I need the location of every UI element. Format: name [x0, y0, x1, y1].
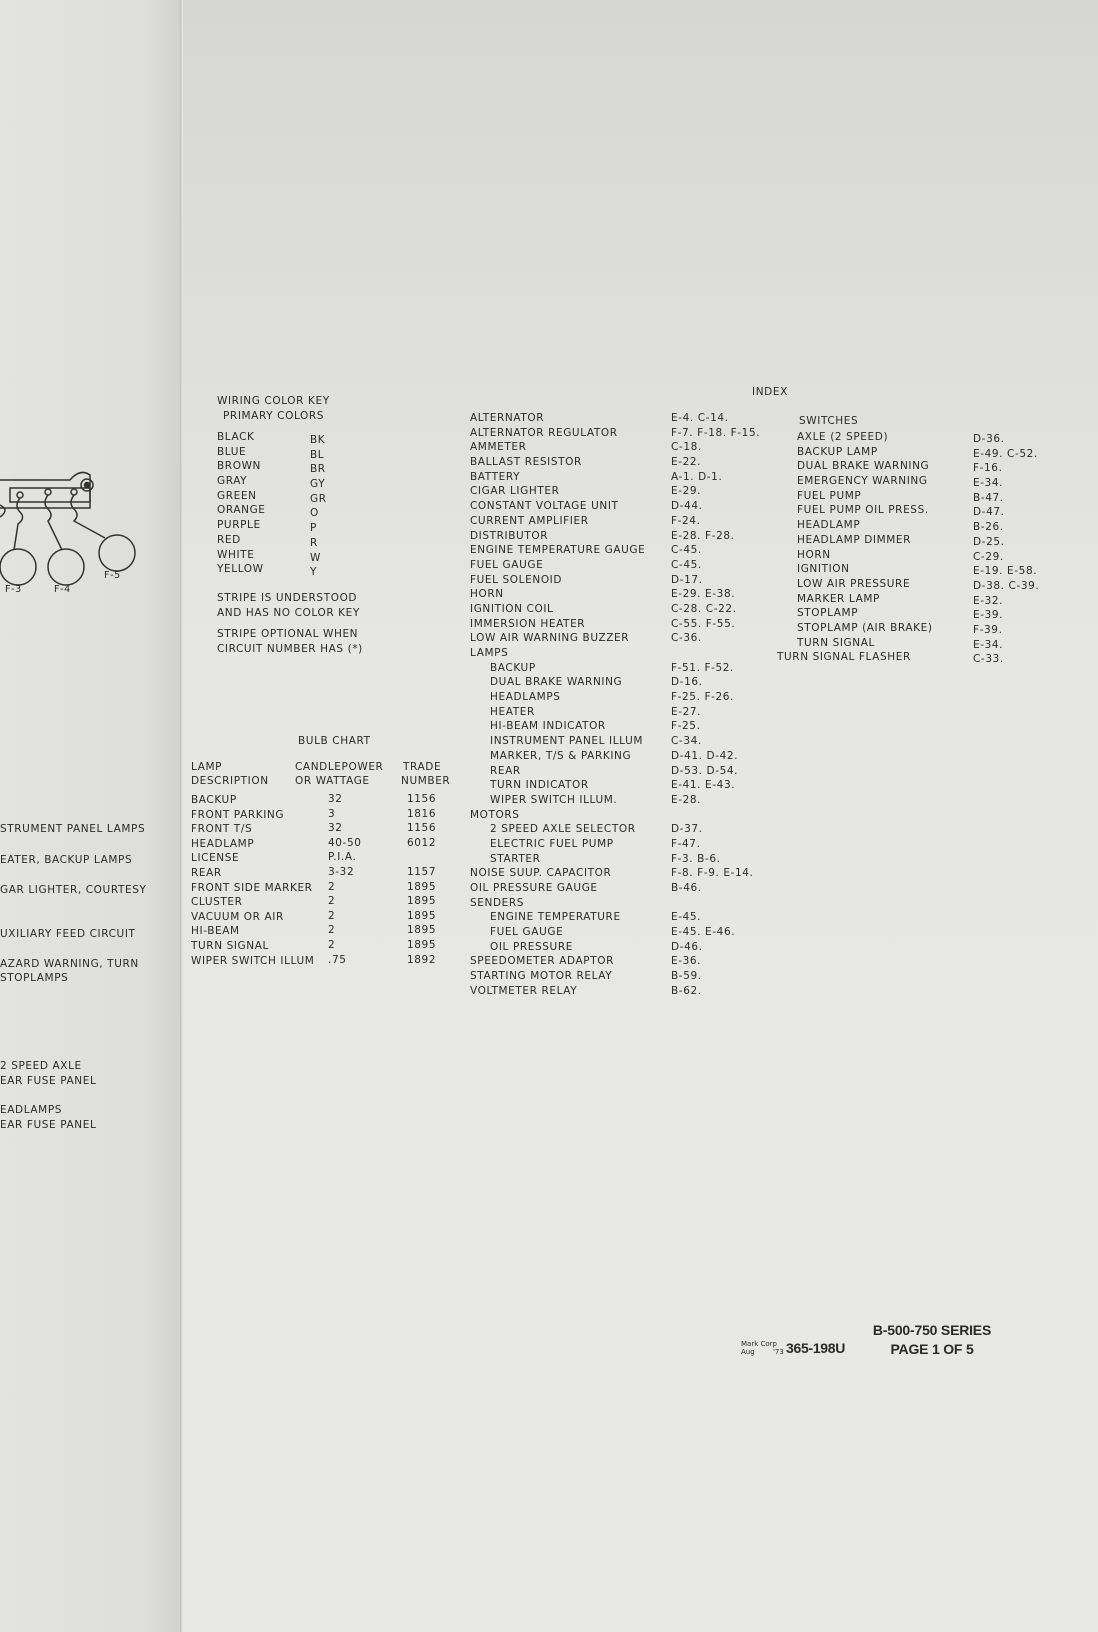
index-entry: REAR	[490, 764, 521, 777]
index-entry: OIL PRESSURE	[490, 940, 573, 953]
wiring-color-code: O	[310, 507, 319, 520]
bulb-trade-number: 1892	[407, 953, 437, 966]
index-entry: HORN	[470, 588, 504, 601]
index-entry-ref: E-29.	[671, 485, 702, 498]
switch-entry: BACKUP LAMP	[797, 445, 878, 458]
index-entry-ref: C-34.	[671, 735, 702, 748]
index-entry-ref: D-46.	[671, 940, 703, 953]
wiring-color-code: BL	[310, 448, 325, 461]
wiring-color-code: Y	[310, 566, 318, 579]
bulb-trade-number: 1895	[407, 909, 437, 922]
bulb-lamp-description: REAR	[191, 866, 222, 879]
index-entry: ALTERNATOR REGULATOR	[470, 426, 618, 439]
left-label-rear-fuse-2: EAR FUSE PANEL	[0, 1119, 97, 1131]
index-entry-ref: B-62.	[671, 984, 702, 997]
bulb-chart-title: BULB CHART	[298, 735, 371, 747]
left-label-heater: EATER, BACKUP LAMPS	[0, 854, 133, 866]
wiring-color-code: GY	[310, 478, 326, 491]
index-entry: DISTRIBUTOR	[470, 529, 549, 542]
fuse-lead-4	[45, 495, 62, 550]
switch-entry-ref: B-26.	[973, 521, 1004, 534]
fuse-block-terminal-inner	[85, 483, 90, 488]
wiring-color-name: GRAY	[217, 475, 248, 488]
switch-entry: HEADLAMP	[797, 519, 861, 532]
switch-entry: HORN	[797, 548, 831, 561]
bulb-trade-number: 1156	[407, 822, 437, 835]
page-label: PAGE 1 OF 5	[890, 1341, 974, 1357]
bulb-candlepower: 2	[328, 909, 336, 922]
bulb-trade-number: 6012	[407, 836, 437, 849]
index-entry-ref: D-16.	[671, 676, 703, 689]
index-entry-ref: B-46.	[671, 882, 702, 894]
bulb-header-trade-2: NUMBER	[401, 775, 451, 787]
fuse-lead-3	[14, 498, 23, 550]
left-fold-panel	[0, 0, 180, 1632]
left-label-stoplamps: STOPLAMPS	[0, 972, 69, 984]
switch-entry: STOPLAMP (AIR BRAKE)	[797, 621, 933, 634]
bulb-candlepower: P.I.A.	[328, 851, 357, 864]
bulb-candlepower: 32	[328, 793, 343, 805]
index-entry-ref: E-29. E-38.	[671, 588, 736, 601]
wiring-color-name: RED	[217, 533, 241, 546]
bulb-header-lamp-1: LAMP	[191, 761, 223, 773]
bulb-trade-column	[407, 792, 436, 967]
bulb-lamp-description: BACKUP	[191, 794, 237, 806]
bulb-lamp-description: FRONT T/S	[191, 823, 253, 836]
index-entry: LOW AIR WARNING BUZZER	[470, 632, 630, 645]
index-entry-ref: E-27.	[671, 705, 702, 718]
maker-year: '73	[773, 1348, 784, 1356]
fuse-circle-f5	[99, 535, 135, 571]
wiring-key-title: WIRING COLOR KEY	[217, 395, 330, 407]
wiring-color-name: YELLOW	[217, 563, 264, 576]
switches-header: SWITCHES	[799, 415, 859, 427]
switch-entry-ref: E-49. C-52.	[973, 447, 1038, 460]
part-number: 365-198U	[786, 1340, 846, 1356]
index-entry: FUEL GAUGE	[470, 558, 544, 571]
wiring-color-name: GREEN	[217, 489, 257, 502]
bulb-candlepower: 2	[328, 895, 336, 908]
index-entry: DUAL BRAKE WARNING	[490, 676, 623, 689]
bulb-candlepower: 2	[328, 924, 336, 937]
index-entry: CURRENT AMPLIFIER	[470, 514, 589, 527]
index-entry: IGNITION COIL	[470, 602, 554, 615]
index-entry: FUEL GAUGE	[490, 926, 564, 939]
index-entry: CONSTANT VOLTAGE UNIT	[470, 500, 619, 513]
index-entry-ref	[671, 646, 760, 661]
left-label-cigar: GAR LIGHTER, COURTESY	[0, 884, 147, 896]
maker-line-1: Mark Corp	[741, 1340, 777, 1348]
bulb-lamp-description: HI-BEAM	[191, 925, 240, 938]
fuse-lead-left	[0, 505, 5, 517]
fuse-contact-1	[17, 492, 23, 498]
index-entry: VOLTMETER RELAY	[470, 984, 578, 997]
index-entry-ref	[671, 896, 760, 911]
index-entry-ref: C-36.	[671, 632, 702, 645]
index-entry: FUEL SOLENOID	[470, 573, 563, 586]
switch-entry-ref: C-29.	[973, 550, 1004, 563]
switch-entry-ref: F-16.	[973, 462, 1003, 475]
bulb-candlepower: 40-50	[328, 836, 362, 849]
index-entry-ref: F-3. B-6.	[671, 852, 721, 865]
left-label-auxiliary: UXILIARY FEED CIRCUIT	[0, 928, 136, 940]
switch-entry-ref: D-36.	[973, 433, 1005, 445]
wiring-color-code: BR	[310, 463, 326, 476]
bulb-lamp-description: VACUUM OR AIR	[191, 910, 284, 923]
left-label-instrument: STRUMENT PANEL LAMPS	[0, 823, 146, 835]
index-entry-ref: E-22.	[671, 456, 702, 469]
index-entry-ref	[671, 808, 760, 823]
index-entry: NOISE SUUP. CAPACITOR	[470, 867, 612, 880]
switch-entry: IGNITION	[797, 563, 850, 576]
wiring-color-name: WHITE	[217, 548, 255, 561]
switch-entry-ref: E-32.	[973, 594, 1004, 607]
maker-line-2: Aug	[741, 1348, 755, 1356]
switch-entry-ref: E-39.	[973, 609, 1004, 622]
index-entry-ref: D-53. D-54.	[671, 764, 739, 777]
index-entry-ref: F-25.	[671, 720, 701, 733]
index-entry-ref: C-55. F-55.	[671, 617, 736, 630]
index-entry-ref: E-41. E-43.	[671, 779, 736, 792]
switch-entry: AXLE (2 SPEED)	[797, 431, 889, 443]
bulb-trade-number: 1895	[407, 895, 437, 908]
switch-entry: DUAL BRAKE WARNING	[797, 460, 930, 473]
switch-entry: TURN SIGNAL	[797, 636, 875, 649]
index-entry: 2 SPEED AXLE SELECTOR	[490, 823, 636, 836]
index-entry-ref: D-41. D-42.	[671, 749, 739, 762]
index-entry: HEADLAMPS	[490, 691, 561, 704]
index-entry: AMMETER	[470, 441, 527, 454]
wiring-note-1-line-1: STRIPE IS UNDERSTOOD	[217, 592, 358, 604]
switch-entry-ref: E-34.	[973, 477, 1004, 490]
switch-entry-ref: B-47.	[973, 491, 1004, 504]
index-entry: SPEEDOMETER ADAPTOR	[470, 955, 614, 968]
switch-entry-ref: F-39.	[973, 623, 1003, 636]
switch-entry: HEADLAMP DIMMER	[797, 533, 912, 546]
index-entry: BACKUP	[490, 661, 536, 674]
switch-entry: FUEL PUMP	[797, 489, 862, 502]
bulb-cp-column	[328, 792, 362, 967]
bulb-candlepower: .75	[328, 953, 347, 966]
index-column-2	[777, 430, 933, 665]
index-entry-ref: C-45.	[671, 558, 702, 571]
index-entry-ref: F-7. F-18. F-15.	[671, 426, 761, 439]
wiring-color-name: BROWN	[217, 460, 262, 473]
index-entry: WIPER SWITCH ILLUM.	[490, 793, 618, 806]
wiring-color-name: BLUE	[217, 445, 247, 458]
index-entry-ref: F-24.	[671, 514, 701, 527]
index-entry: HI-BEAM INDICATOR	[490, 720, 606, 733]
bulb-header-lamp-2: DESCRIPTION	[191, 775, 269, 787]
fuse-label-f5: F-5	[104, 570, 121, 581]
bulb-lamp-description: CLUSTER	[191, 896, 243, 909]
index-entry: MOTORS	[470, 808, 520, 821]
bulb-trade-number	[407, 850, 436, 865]
bulb-lamp-description: FRONT PARKING	[191, 808, 285, 821]
wiring-note-2-line-2: CIRCUIT NUMBER HAS (*)	[217, 643, 363, 655]
bulb-lamp-description: LICENSE	[191, 852, 240, 865]
index-entry: ENGINE TEMPERATURE GAUGE	[470, 544, 646, 557]
index-column-1-refs	[671, 411, 760, 999]
left-label-headlamps: EADLAMPS	[0, 1104, 63, 1116]
wiring-note-2-line-1: STRIPE OPTIONAL WHEN	[217, 628, 359, 640]
wiring-color-code: W	[310, 551, 321, 564]
index-entry-ref: E-45. E-46.	[671, 926, 736, 939]
bulb-trade-number: 1895	[407, 938, 437, 951]
left-label-hazard: AZARD WARNING, TURN	[0, 958, 139, 970]
index-entry: MARKER, T/S & PARKING	[490, 749, 632, 762]
index-entry: CIGAR LIGHTER	[470, 485, 560, 498]
index-entry: OIL PRESSURE GAUGE	[470, 882, 598, 894]
switch-entry-ref: E-34.	[973, 638, 1004, 651]
index-entry-ref: E-36.	[671, 955, 702, 968]
bulb-lamp-description: FRONT SIDE MARKER	[191, 881, 313, 894]
index-entry-ref: E-45.	[671, 911, 702, 924]
bulb-candlepower: 32	[328, 822, 343, 835]
bulb-trade-number: 1895	[407, 880, 437, 893]
bulb-lamp-description: HEADLAMP	[191, 837, 255, 850]
bulb-lamp-description: WIPER SWITCH ILLUM	[191, 954, 315, 967]
bulb-candlepower: 3-32	[328, 865, 355, 878]
index-entry: ELECTRIC FUEL PUMP	[490, 837, 614, 850]
index-entry-ref: B-59.	[671, 970, 702, 983]
index-entry: BATTERY	[470, 470, 521, 483]
bulb-lamp-description: TURN SIGNAL	[191, 939, 269, 952]
fuse-label-f4: F-4	[54, 584, 71, 595]
bulb-trade-number: 1816	[407, 807, 437, 820]
switch-entry: MARKER LAMP	[797, 592, 880, 605]
bulb-candlepower: 2	[328, 880, 336, 893]
index-entry-ref: F-47.	[671, 837, 701, 850]
index-column-1	[470, 411, 645, 999]
fuse-contact-2	[45, 489, 51, 495]
wiring-note-1-line-2: AND HAS NO COLOR KEY	[217, 607, 360, 619]
index-entry-ref: C-28. C-22.	[671, 602, 737, 615]
index-entry-ref: D-44.	[671, 500, 703, 513]
index-entry-ref: F-8. F-9. E-14.	[671, 867, 754, 880]
index-column-2-refs	[973, 432, 1039, 667]
bulb-trade-number: 1895	[407, 924, 437, 937]
wiring-key-subtitle: PRIMARY COLORS	[223, 410, 325, 422]
index-entry-ref: E-28.	[671, 793, 702, 806]
switch-entry: TURN SIGNAL FLASHER	[777, 651, 911, 664]
wiring-key-names	[217, 430, 266, 577]
index-entry: STARTING MOTOR RELAY	[470, 970, 613, 983]
fuse-label-f3: F-3	[5, 584, 22, 595]
switch-entry-ref: E-19. E-58.	[973, 565, 1038, 578]
wiring-color-code: BK	[310, 434, 326, 446]
index-entry-ref: E-28. F-28.	[671, 529, 735, 542]
index-entry: ALTERNATOR	[470, 412, 545, 424]
index-entry-ref: C-45.	[671, 544, 702, 557]
index-entry: IMMERSION HEATER	[470, 617, 586, 630]
index-entry: INSTRUMENT PANEL ILLUM	[490, 735, 644, 748]
switch-entry-ref: D-47.	[973, 506, 1005, 519]
index-title: INDEX	[752, 386, 788, 398]
bulb-trade-number: 1156	[407, 793, 437, 805]
left-label-rear-fuse-1: EAR FUSE PANEL	[0, 1075, 97, 1087]
bulb-trade-number: 1157	[407, 865, 437, 878]
index-entry: SENDERS	[470, 896, 525, 909]
wiring-color-name: BLACK	[217, 431, 255, 443]
index-entry-ref: D-37.	[671, 823, 703, 836]
wiring-color-code: R	[310, 536, 318, 549]
index-entry: HEATER	[490, 705, 535, 718]
index-entry-ref: C-18.	[671, 441, 702, 454]
index-entry-ref: E-4. C-14.	[671, 412, 729, 424]
bulb-header-cp-2: OR WATTAGE	[295, 775, 370, 787]
index-entry: LAMPS	[470, 647, 509, 659]
wiring-color-name: PURPLE	[217, 519, 261, 532]
index-entry: TURN INDICATOR	[490, 779, 589, 792]
switch-entry: FUEL PUMP OIL PRESS.	[797, 504, 929, 517]
fuse-circle-f4	[48, 549, 84, 585]
bulb-candlepower: 2	[328, 938, 336, 951]
index-entry-ref: F-51. F-52.	[671, 661, 734, 674]
switch-entry: STOPLAMP	[797, 607, 859, 620]
index-entry: STARTER	[490, 852, 541, 865]
fuse-circle-f3	[0, 549, 36, 585]
series-label: B-500-750 SERIES	[872, 1322, 992, 1338]
wiring-color-code: GR	[310, 492, 327, 505]
fuse-contact-3	[71, 489, 77, 495]
switch-entry-ref: D-38. C-39.	[973, 579, 1040, 592]
bulb-candlepower: 3	[328, 807, 336, 820]
switch-entry: LOW AIR PRESSURE	[797, 577, 911, 590]
bulb-lamp-column	[191, 793, 314, 968]
bulb-header-trade-1: TRADE	[403, 761, 442, 773]
bulb-header-cp-1: CANDLEPOWER	[295, 761, 384, 773]
wiring-color-code: P	[310, 522, 317, 535]
index-entry: ENGINE TEMPERATURE	[490, 911, 621, 924]
index-entry: BALLAST RESISTOR	[470, 456, 582, 469]
left-label-axle: 2 SPEED AXLE	[0, 1060, 82, 1072]
switch-entry-ref: C-33.	[973, 653, 1004, 666]
index-entry-ref: F-25. F-26.	[671, 691, 734, 704]
wiring-color-name: ORANGE	[217, 504, 266, 517]
index-entry-ref: D-17.	[671, 573, 703, 586]
switch-entry: EMERGENCY WARNING	[797, 475, 928, 488]
switch-entry-ref: D-25.	[973, 535, 1005, 548]
index-entry-ref: A-1. D-1.	[671, 470, 723, 483]
wiring-key-codes	[310, 433, 327, 580]
